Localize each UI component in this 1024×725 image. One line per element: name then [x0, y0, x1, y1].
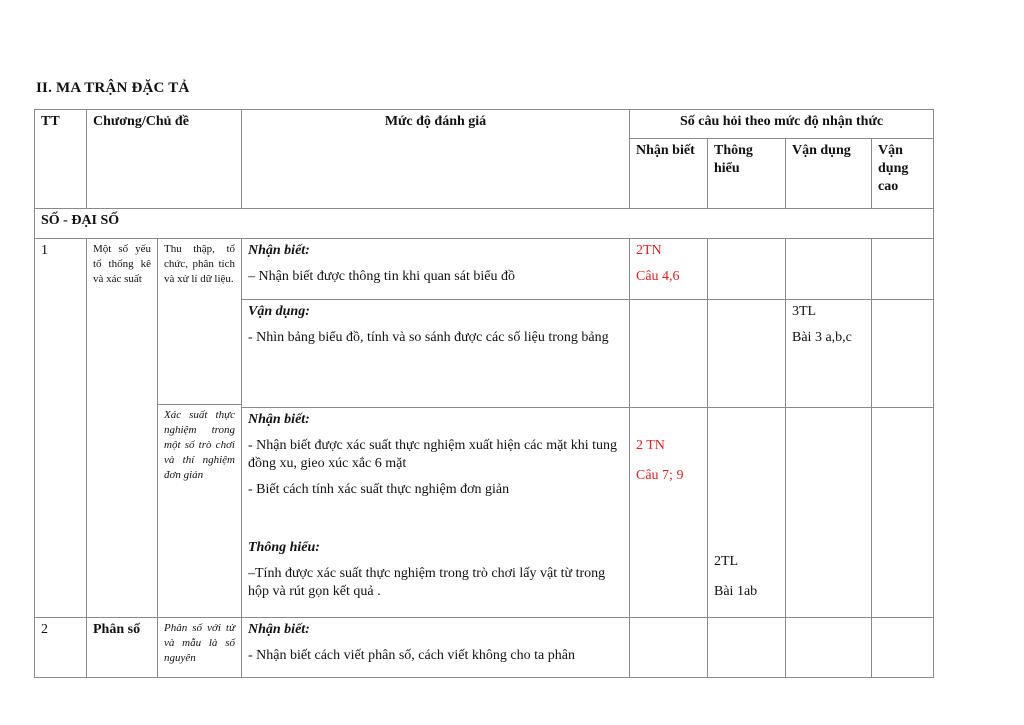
row2-van-dung-cao — [872, 618, 934, 678]
row1-a2-van-dung — [786, 300, 872, 408]
row1-a1-nb-count: 2TN — [636, 243, 662, 258]
row1-b-th-count: 2TL — [714, 554, 739, 570]
row2-nhan-biet — [630, 618, 708, 678]
row1-a2-nhan-biet — [630, 300, 708, 408]
row2-thong-hieu — [708, 618, 786, 678]
header-level-nhan-biet: Nhận biết — [630, 139, 708, 209]
row2-label: Nhận biết: — [248, 622, 310, 637]
row2-text: - Nhận biết cách viết phân số, cách viết không cho ta phân — [248, 648, 575, 663]
row1-b-text1: - Nhận biết được xác suất thực nghiệm xuất hiện các mặt khi tung đồng xu, gieo xúc xắc 6 mặt — [248, 438, 617, 472]
row2-tt: 2 — [35, 618, 87, 678]
row1-a1-desc — [242, 239, 630, 300]
row1-a1-thong-hieu — [708, 239, 786, 300]
row1-b-van-dung-cao — [872, 408, 934, 618]
row2-van-dung — [786, 618, 872, 678]
row1-b-th-questions: Bài 1ab — [714, 584, 758, 600]
row1-b-desc — [242, 408, 630, 618]
row1-a1-label: Nhận biết: — [248, 243, 310, 258]
header-muc-do: Mức độ đánh giá — [242, 110, 630, 209]
section-row — [35, 209, 934, 239]
row1-b-nhan-biet — [630, 408, 708, 618]
row1-b-text3: –Tính được xác suất thực nghiệm trong trò chơi lấy vật từ trong hộp và rút gọn kết quả . — [248, 566, 606, 600]
table-row — [35, 618, 934, 678]
row1-a1-nb-questions: Câu 4,6 — [636, 269, 680, 284]
header-row-1 — [35, 110, 934, 139]
row1-b-label1: Nhận biết: — [248, 412, 310, 428]
header-level-van-dung: Vận dụng — [786, 139, 872, 209]
header-level-thong-hieu: Thông hiểu — [708, 139, 786, 209]
section-title: SỐ - ĐẠI SỐ — [35, 209, 934, 239]
row1-a1-van-dung-cao — [872, 239, 934, 300]
page-title: II. MA TRẬN ĐẶC TẢ — [36, 80, 190, 96]
table-row — [35, 239, 934, 300]
row1-b-nb-questions: Câu 7; 9 — [636, 468, 684, 484]
row2-chuong-cell — [87, 618, 242, 678]
header-so-cau: Số câu hỏi theo mức độ nhận thức — [630, 110, 934, 139]
row1-a1-text: – Nhận biết được thông tin khi quan sát biểu đồ — [248, 269, 515, 284]
header-level-van-dung-cao: Vận dụng cao — [872, 139, 934, 209]
row1-b-van-dung — [786, 408, 872, 618]
row1-a2-text: - Nhìn bảng biểu đồ, tính và so sánh được các số liệu trong bảng — [248, 330, 609, 346]
header-tt: TT — [35, 110, 87, 209]
row1-chuong-cell — [87, 239, 242, 618]
row1-b-thong-hieu — [708, 408, 786, 618]
row1-b-text2: - Biết cách tính xác suất thực nghiệm đơn giản — [248, 482, 510, 498]
row1-a1-nhan-biet — [630, 239, 708, 300]
row2-chuong: Phân số — [87, 618, 158, 677]
row1-topic-a: Thu thập, tổ chức, phân tích và xử lí dữ liệu. — [158, 239, 241, 405]
row2-topic: Phân số với tử và mẫu là số nguyên — [164, 622, 235, 664]
row1-a2-van-dung-cao — [872, 300, 934, 408]
row1-chuong: Một số yếu tố thống kê và xác suất — [87, 239, 158, 617]
row1-a2-vd-count: 3TL — [792, 304, 817, 320]
row1-b-label2: Thông hiểu: — [248, 540, 320, 556]
row1-a2-label: Vận dụng: — [248, 304, 310, 320]
row1-a2-thong-hieu — [708, 300, 786, 408]
row1-b-nb-count: 2 TN — [636, 438, 665, 454]
spec-matrix-table — [34, 109, 934, 678]
row1-tt: 1 — [35, 239, 87, 618]
header-chuong: Chương/Chủ đề — [87, 110, 242, 209]
row1-a1-van-dung — [786, 239, 872, 300]
row2-desc — [242, 618, 630, 678]
row1-a2-vd-questions: Bài 3 a,b,c — [792, 330, 852, 346]
row1-a2-desc — [242, 300, 630, 408]
row1-topic-b: Xác suất thực nghiệm trong một số trò chơi và thí nghiệm đơn giản — [164, 409, 235, 481]
